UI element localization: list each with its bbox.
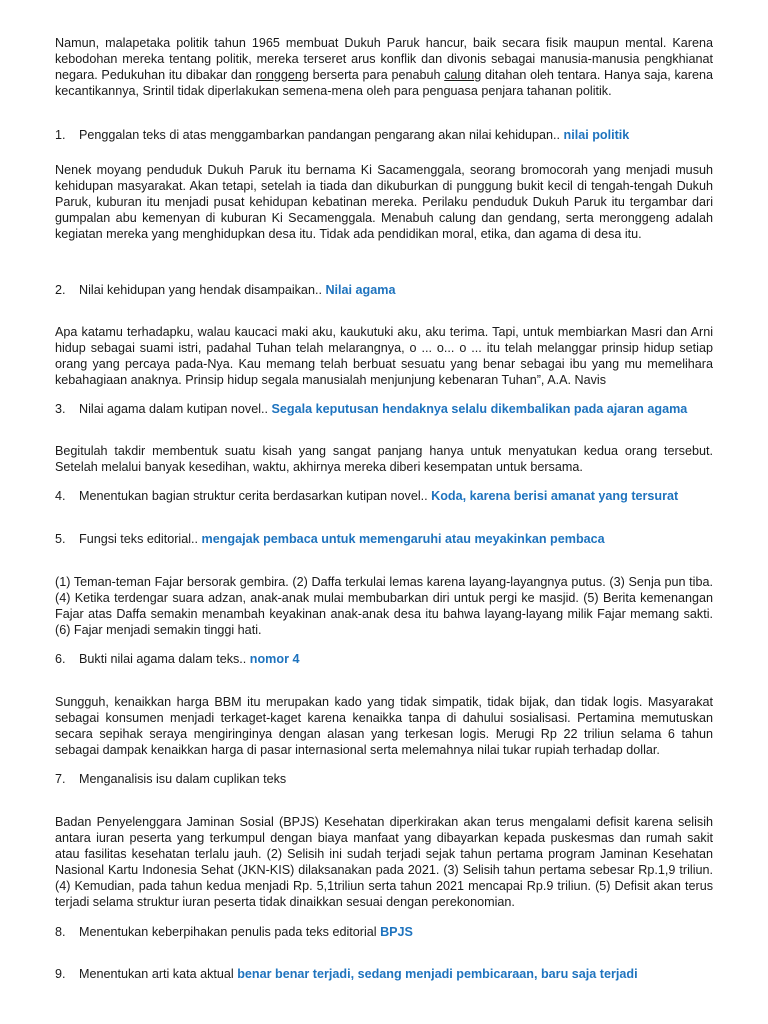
question-1 (55, 127, 725, 143)
question-prompt: Penggalan teks di atas menggambarkan pandangan pengarang akan nilai kehidupan.. (79, 128, 564, 142)
question-prompt: Bukti nilai agama dalam teks.. (79, 652, 250, 666)
question-number: 8. (55, 925, 66, 939)
question-answer: Segala keputusan hendaknya selalu dikembalikan pada ajaran agama (271, 402, 688, 416)
passage-1-text-a: Namun, malapetaka politik tahun 1965 membuat Dukuh Paruk hancur, baik secara fisik maupun mental. Karena kebodohan mereka tentang politik, mereka terseret arus konflik dan divonis sebagai manusia-manusia pengkhianat negara. Pedukuhan itu dibakar dan (55, 36, 713, 82)
question-answer: Koda, karena berisi amanat yang tersurat (431, 489, 679, 503)
question-number: 1. (55, 128, 66, 142)
question-answer: benar benar terjadi, sedang menjadi pembicaraan, baru saja terjadi (237, 967, 638, 981)
question-prompt: Fungsi teks editorial.. (79, 532, 202, 546)
question-prompt: Nilai agama dalam kutipan novel.. (79, 402, 272, 416)
passage-2: Nenek moyang penduduk Dukuh Paruk itu bernama Ki Sacamenggala, seorang bromocorah yang menjadi musuh kehidupan masyarakat. Akan tetapi, setelah ia tiada dan dikuburkan di punggung bukit kecil di tengah-tengah Dukuh Paruk, kuburan itu menjadi pusat kehidupan kebatinan mereka. Perilaku penduduk Dukuh Paruk itu tergambar dari gumpalan abu kemenyan di kuburan Ki Secamenggala. Menabuh calung dan gendang, serta meronggeng adalah kegiatan mereka yang menghidupkan desa itu. Tidak ada pendidikan moral, etika, dan agama di desa itu. (55, 163, 713, 241)
question-number: 5. (55, 532, 66, 546)
question-answer: mengajak pembaca untuk memengaruhi atau meyakinkan pembaca (201, 532, 605, 546)
question-3 (55, 401, 725, 417)
question-prompt: Menentukan keberpihakan penulis pada teks editorial (79, 925, 381, 939)
question-4 (55, 488, 725, 504)
question-number: 9. (55, 967, 66, 981)
question-number: 7. (55, 772, 66, 786)
question-2 (55, 282, 725, 298)
question-answer: nomor 4 (249, 652, 300, 666)
question-prompt: Menentukan bagian struktur cerita berdasarkan kutipan novel.. (79, 489, 432, 503)
question-7 (55, 771, 725, 787)
question-number: 2. (55, 283, 66, 297)
passage-3: Apa katamu terhadapku, walau kaucaci maki aku, kaukutuki aku, aku terima. Tapi, untuk membiarkan Masri dan Arni hidup sebagai suami istri, padahal Tuhan telah melarangnya, o ... o... o ... itu telah melanggar prinsip hidup setiap orang yang percaya pada-Nya. Kau memang telah berbuat sesuatu yang benar sebagai ibu yang mu memelihara kebahagiaan anaknya. Prinsip hidup segala manusialah menjunjung kebenaran Tuhan”, A.A. Navis (55, 325, 713, 387)
passage-6: Sungguh, kenaikkan harga BBM itu merupakan kado yang tidak simpatik, tidak bijak, dan tidak logis. Masyarakat sebagai konsumen menjadi terkaget-kaget karena kenaikka tanpa di dahului sosialisasi. Pertamina memutuskan secara sepihak seraya mengiringinya dengan alasan yang terkesan logis. Merugi Rp 22 triliun selama 6 tahun sebagai dampak kenaikkan harga di pasar internasional serta melemahnya nilai tukar rupiah terhadap dollar. (55, 695, 713, 757)
question-number: 4. (55, 489, 66, 503)
passage-5: (1) Teman-teman Fajar bersorak gembira. (2) Daffa terkulai lemas karena layang-layangnya putus. (3) Senja pun tiba. (4) Ketika terdengar suara adzan, anak-anak mulai membubarkan diri untuk pergi ke masjid. (5) Berita kemenangan Fajar atas Daffa semakin menambah keyakinan anak-anak desa itu bahwa layang-layang milik Fajar memang sakti. (6) Fajar menjadi semakin tinggi hati. (55, 575, 713, 637)
question-answer: BPJS (380, 925, 413, 939)
question-prompt: Nilai kehidupan yang hendak disampaikan.. (79, 283, 326, 297)
passage-4: Begitulah takdir membentuk suatu kisah yang sangat panjang hanya untuk menyatukan kedua orang tersebut. Setelah melalui banyak kesedihan, waktu, akhirnya mereka diberi kesempatan untuk bersama. (55, 444, 713, 474)
question-9 (55, 966, 725, 982)
passage-7: Badan Penyelenggara Jaminan Sosial (BPJS) Kesehatan diperkirakan akan terus mengalami defisit karena selisih antara iuran peserta yang terkumpul dengan biaya manfaat yang dibayarkan kepada puskesmas dan rumah sakit atau fasilitas kesehatan terlalu jauh. (2) Selisih ini sudah terjadi sejak tahun pertama program Jaminan Kesehatan Nasional Kartu Indonesia Sehat (JKN-KIS) dilaksanakan pada 2021. (3) Selisih tahun pertama sebesar Rp.1,9 triliun. (4) Kemudian, pada tahun kedua menjadi Rp. 5,1triliun serta tahun 2021 mencapai Rp.9 triliun. (5) Defisit akan terus terjadi selama struktur iuran peserta tidak dinaikkan sesuai dengan perekonomian. (55, 815, 713, 909)
question-prompt: Menganalisis isu dalam cuplikan teks (79, 772, 287, 786)
underlined-word-calung: calung (444, 68, 482, 82)
question-answer: Nilai agama (325, 283, 396, 297)
passage-1 (55, 35, 713, 99)
question-prompt: Menentukan arti kata aktual (79, 967, 238, 981)
question-number: 6. (55, 652, 66, 666)
question-6 (55, 651, 725, 667)
question-5 (55, 531, 725, 547)
question-answer: nilai politik (563, 128, 630, 142)
question-8 (55, 924, 725, 940)
passage-1-text-b: berserta para penabuh (308, 68, 445, 82)
question-number: 3. (55, 402, 66, 416)
underlined-word-ronggeng: ronggeng (255, 68, 309, 82)
passage-1-text-c: ditahan oleh tentara. Hanya saja, karena kecantikannya, Srintil tidak diperlakukan semena-mena oleh para penguasa penjara tahanan politik. (55, 68, 713, 98)
